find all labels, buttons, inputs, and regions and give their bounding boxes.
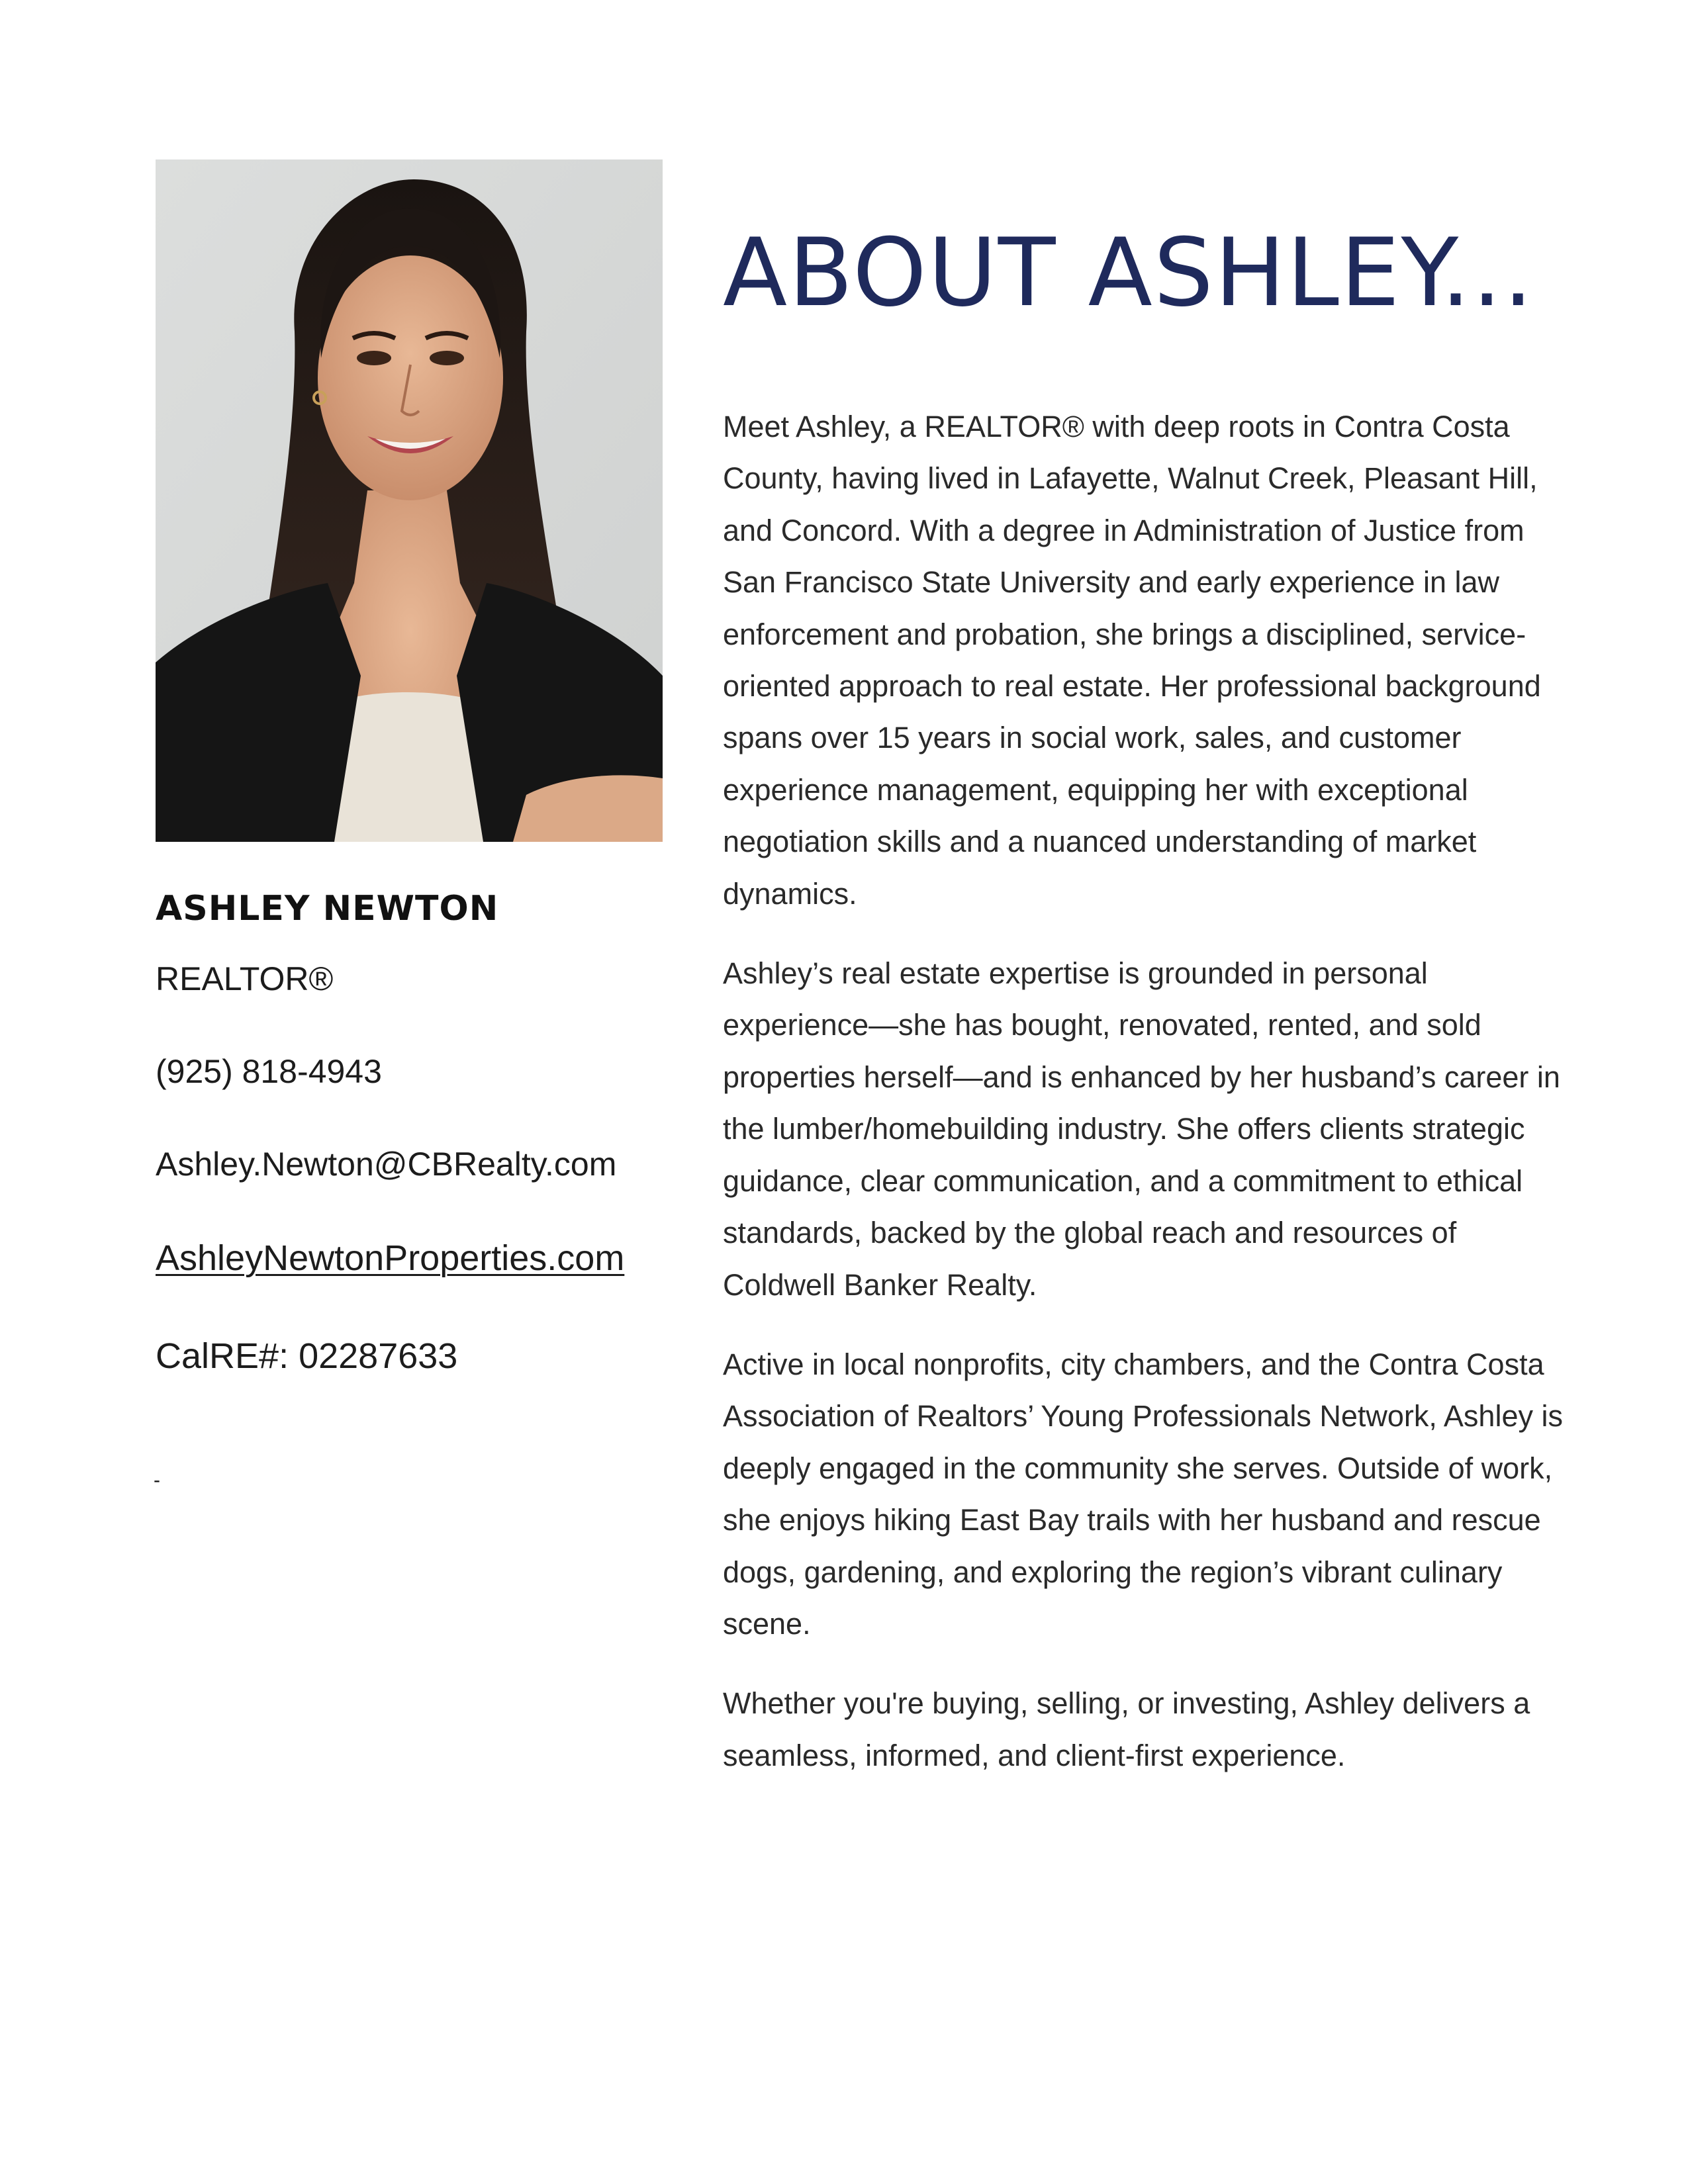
stray-dash-mark: - bbox=[154, 1469, 160, 1491]
agent-email[interactable]: Ashley.Newton@CBRealty.com bbox=[156, 1146, 617, 1183]
about-heading: ABOUT ASHLEY... bbox=[723, 218, 1534, 328]
agent-license-number: CalRE#: 02287633 bbox=[156, 1336, 458, 1376]
bio-paragraph: Meet Ashley, a REALTOR® with deep roots in Contra Costa County, having lived in Lafayette, Walnut Creek, Pleasant Hill, and Concord. With a degree in Administration of Justice from San Francisco State University and early experience in law enforcement and probation, she brings a disciplined, service-oriented approach to real estate. Her professional background spans over 15 years in social work, sales, and customer experience management, equipping her with exceptional negotiation skills and a nuanced understanding of market dynamics. bbox=[723, 410, 1541, 911]
agent-name: ASHLEY NEWTON bbox=[156, 889, 499, 929]
agent-portrait-photo bbox=[156, 159, 663, 842]
bio-section bbox=[723, 401, 1564, 1809]
bio-paragraph: Whether you're buying, selling, or investing, Ashley delivers a seamless, informed, and client-first experience. bbox=[723, 1686, 1530, 1772]
agent-phone[interactable]: (925) 818-4943 bbox=[156, 1053, 382, 1090]
bio-paragraph: Ashley’s real estate expertise is grounded in personal experience—she has bought, renovated, rented, and sold properties herself—and is enhanced by her husband’s career in the lumber/homebuilding industry. She offers clients strategic guidance, clear communication, and a commitment to ethical standards, backed by the global reach and resources of Coldwell Banker Realty. bbox=[723, 956, 1560, 1302]
agent-website-link[interactable]: AshleyNewtonProperties.com bbox=[156, 1238, 625, 1278]
bio-paragraph: Active in local nonprofits, city chambers, and the Contra Costa Association of Realtors’ Young Professionals Network, Ashley is deeply engaged in the community she serves. Outside of work, she enjoys hiking East Bay trails with her husband and rescue dogs, gardening, and exploring the region’s vibrant culinary scene. bbox=[723, 1347, 1563, 1641]
agent-title: REALTOR® bbox=[156, 960, 334, 997]
